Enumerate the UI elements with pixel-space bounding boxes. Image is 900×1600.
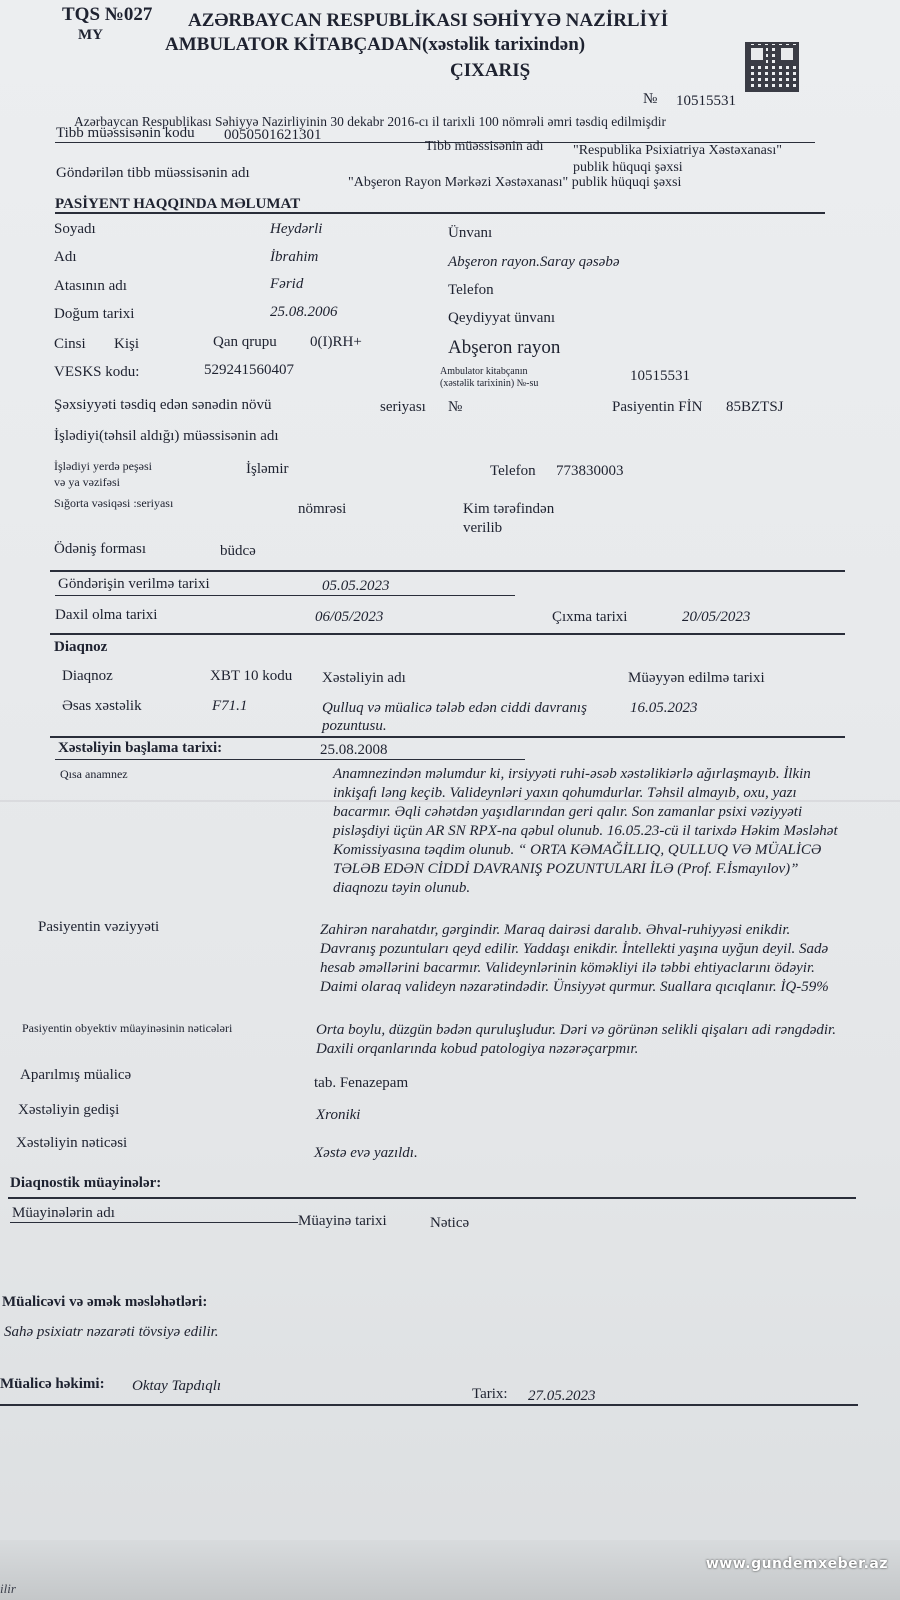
birth-label: Doğum tarixi	[54, 306, 135, 322]
surname-value: Heydərli	[270, 221, 323, 237]
main-disease-label: Əsas xəstəlik	[62, 698, 142, 714]
institution-name-label: Tibb müəssisənin adı	[425, 139, 544, 154]
payment-value: büdcə	[220, 543, 256, 559]
vesks-label: VESKS kodu:	[54, 364, 140, 380]
qr-code-icon	[745, 42, 799, 92]
phone2-value: 773830003	[556, 463, 624, 479]
id-doc-label: Şəxsiyyəti təsdiq edən sənədin növü	[54, 397, 272, 413]
exam-text: Orta boylu, düzgün bədən quruluşludur. Dəri və görünən selikli qişaları adi rəngdədir. Daxili orqanlarında kobud patologiya nəzərəçarpmır.	[316, 1022, 836, 1057]
occupation-label-1: İşlədiyi yerdə peşəsi	[54, 459, 152, 473]
icd-code-col: XBT 10 kodu	[210, 668, 293, 684]
form-code: TQS №027	[62, 4, 153, 25]
birth-value: 25.08.2006	[270, 304, 338, 320]
advice-title: Müalicəvi və əmək məsləhətləri:	[2, 1294, 208, 1310]
date-value: 27.05.2023	[528, 1388, 596, 1404]
doctor-value: Oktay Tapdıqlı	[132, 1378, 222, 1394]
booklet-value: 10515531	[630, 368, 690, 384]
reg-address-label: Qeydiyyat ünvanı	[448, 310, 556, 326]
discharge-label: Çıxma tarixi	[552, 609, 628, 625]
diag-col-label: Diaqnoz	[62, 668, 113, 684]
booklet-label-2: (xəstəlik tarixinin) №-su	[440, 378, 539, 389]
blood-value: 0(I)RH+	[310, 334, 362, 350]
occupation-label-2: və ya vəzifəsi	[54, 475, 120, 489]
outcome-label: Xəstəliyin nəticəsi	[16, 1135, 128, 1151]
outcome-value: Xəstə evə yazıldı.	[314, 1145, 418, 1161]
referral-value: 05.05.2023	[322, 578, 390, 594]
exam-name-col: Müayinələrin adı	[12, 1205, 115, 1221]
occupation-value: İşləmir	[246, 461, 289, 477]
sex-value: Kişi	[114, 336, 140, 352]
institution-code-value: 0050501621301	[224, 127, 322, 143]
icd-code-value: F71.1	[212, 698, 248, 714]
series-label: seriyası	[380, 399, 426, 415]
payment-label: Ödəniş forması	[54, 541, 147, 557]
diagnostics-title: Diaqnostik müayinələr:	[10, 1175, 162, 1191]
doctor-label: Müalicə həkimi:	[0, 1376, 105, 1392]
divider	[10, 1222, 298, 1223]
sender-value: "Abşeron Rayon Mərkəzi Xəstəxanası" publik hüquqi şəxsi	[348, 175, 682, 190]
document-heading: ÇIXARIŞ	[450, 60, 531, 81]
document-subtitle: AMBULATOR KİTABÇADAN(xəstəlik tarixindən)	[165, 34, 586, 55]
course-value: Xroniki	[316, 1107, 361, 1123]
exam-date-col: Müayinə tarixi	[298, 1213, 387, 1229]
watermark: www.gundemxeber.az	[705, 1556, 888, 1572]
course-label: Xəstəliyin gedişi	[18, 1102, 120, 1118]
name-label: Adı	[54, 249, 77, 265]
vesks-value: 529241560407	[204, 362, 294, 378]
paper-fold	[0, 800, 900, 802]
anamnesis-label: Qısa anamnez	[60, 767, 128, 781]
section-rule	[0, 1404, 858, 1406]
treatment-label: Aparılmış müalicə	[20, 1067, 132, 1083]
fin-value: 85BZTSJ	[726, 399, 784, 415]
document-number: 10515531	[676, 93, 736, 109]
blood-label: Qan qrupu	[213, 334, 277, 350]
treatment-value: tab. Fenazepam	[314, 1075, 409, 1091]
disease-name-col: Xəstəliyin adı	[322, 670, 406, 686]
issued-by-label-1: Kim tərəfindən	[463, 501, 555, 517]
issued-by-label-2: verilib	[463, 520, 503, 536]
exam-result-col: Nəticə	[430, 1215, 470, 1231]
institution-name-value: "Respublika Psixiatriya Xəstəxanası"	[573, 143, 782, 158]
reg-address-value: Abşeron rayon	[448, 337, 561, 358]
state-text: Zahirən narahatdır, gərgindir. Maraq dairəsi daralıb. Əhval-ruhiyyəsi enikdir. Davranış pozuntuları qeyd edilir. Yaddaşı enikdir. İntellekti yaşına uyğun deyil. Sadə hesab əməllərini bacarmır. Valideynlərinin köməkliyi ilə təbbi ehtiyaclarını ödəyir. Daimi olaraq valideyn nəzarətindədir. Ünsiyyət qurmur. Suallara qıcıqlanır. İQ-59%	[320, 922, 829, 995]
form-sub: MY	[78, 27, 103, 43]
section-rule	[50, 633, 845, 635]
series-no-label: №	[448, 399, 463, 415]
divider	[55, 759, 525, 760]
admission-value: 06/05/2023	[315, 609, 384, 625]
document-title: AZƏRBAYCAN RESPUBLİKASI SƏHİYYƏ NAZİRLİYİ	[188, 10, 669, 31]
phone-label: Telefon	[448, 282, 494, 298]
section-rule	[50, 736, 845, 738]
institution-code-label: Tibb müəssisənin kodu	[56, 125, 195, 141]
insurance-number-label: nömrəsi	[298, 501, 347, 517]
insurance-label: Sığorta vəsiqəsi :seriyası	[54, 496, 174, 510]
patient-section-title: PASİYENT HAQQINDA MƏLUMAT	[55, 196, 301, 212]
onset-label: Xəstəliyin başlama tarixi:	[58, 740, 223, 756]
booklet-label-1: Ambulator kitabçanın	[440, 366, 528, 377]
diagnosis-title: Diaqnoz	[54, 639, 108, 655]
institution-name-value-2: publik hüquqi şəxsi	[573, 160, 683, 175]
surname-label: Soyadı	[54, 221, 96, 237]
disease-name-value-2: pozuntusu.	[322, 718, 387, 734]
address-label: Ünvanı	[448, 225, 493, 241]
onset-value: 25.08.2008	[320, 742, 388, 758]
disease-name-value: Qulluq və müalicə tələb edən ciddi davranış	[322, 700, 587, 716]
anamnesis-text: Anamnezindən məlumdur ki, irsiyyəti ruhi-əsəb xəstəlikiərlə ağırlaşmayıb. İlkin inkişafı ləng keçib. Valideynləri yaxın qohumdurlar. Təhsil almayıb, oxu, yazı bacarmır. Əqli cəhətdən yaşıdlarından geri qalır. Son zamanlar psixi vəziyyəti pisləşdiyi üçün AR SN RPX-na qəbul olunub. 16.05.23-cü il tarixdə Həkim Məsləhət Komissiyasına təqdim olunub. “ ORTA KƏMAĞİLLIQ, QULLUQ VƏ MÜALİCƏ TƏLƏB EDƏN CİDDİ DAVRANIŞ POZUNTULARI İLƏ (Prof. F.İsmayılov)” diaqnozu təyin olunub.	[333, 766, 838, 896]
admission-label: Daxil olma tarixi	[55, 607, 158, 623]
name-value: İbrahim	[270, 249, 319, 265]
sex-label: Cinsi	[54, 336, 86, 352]
phone2-label: Telefon	[490, 463, 536, 479]
father-label: Atasının adı	[54, 278, 127, 294]
referral-label: Göndərişin verilmə tarixi	[58, 576, 210, 592]
number-label: №	[643, 91, 658, 107]
exam-label: Pasiyentin obyektiv müayinəsinin nəticələri	[22, 1021, 233, 1035]
detection-date-col: Müəyyən edilmə tarixi	[628, 670, 765, 686]
section-rule	[8, 1197, 856, 1199]
section-rule	[55, 212, 825, 214]
approval-text: Azərbaycan Respublikası Səhiyyə Nazirliyinin 30 dekabr 2016-cı il tarixli 100 nömrəli əmri təsdiq edilmişdir	[74, 114, 666, 129]
edge-text: ilir	[0, 1581, 16, 1596]
date-label: Tarix:	[472, 1386, 508, 1402]
detection-date-value: 16.05.2023	[630, 700, 698, 716]
discharge-value: 20/05/2023	[682, 609, 751, 625]
address-value: Abşeron rayon.Saray qəsəbə	[448, 254, 620, 270]
advice-text: Sahə psixiatr nəzarəti tövsiyə edilir.	[4, 1324, 219, 1340]
divider	[55, 595, 515, 596]
workplace-label: İşlədiyi(təhsil aldığı) müəssisənin adı	[54, 428, 279, 444]
sender-label: Göndərilən tibb müəssisənin adı	[56, 165, 250, 181]
state-label: Pasiyentin vəziyyəti	[38, 919, 160, 935]
fin-label: Pasiyentin FİN	[612, 399, 703, 415]
father-value: Fərid	[270, 276, 304, 292]
section-rule	[50, 570, 845, 572]
